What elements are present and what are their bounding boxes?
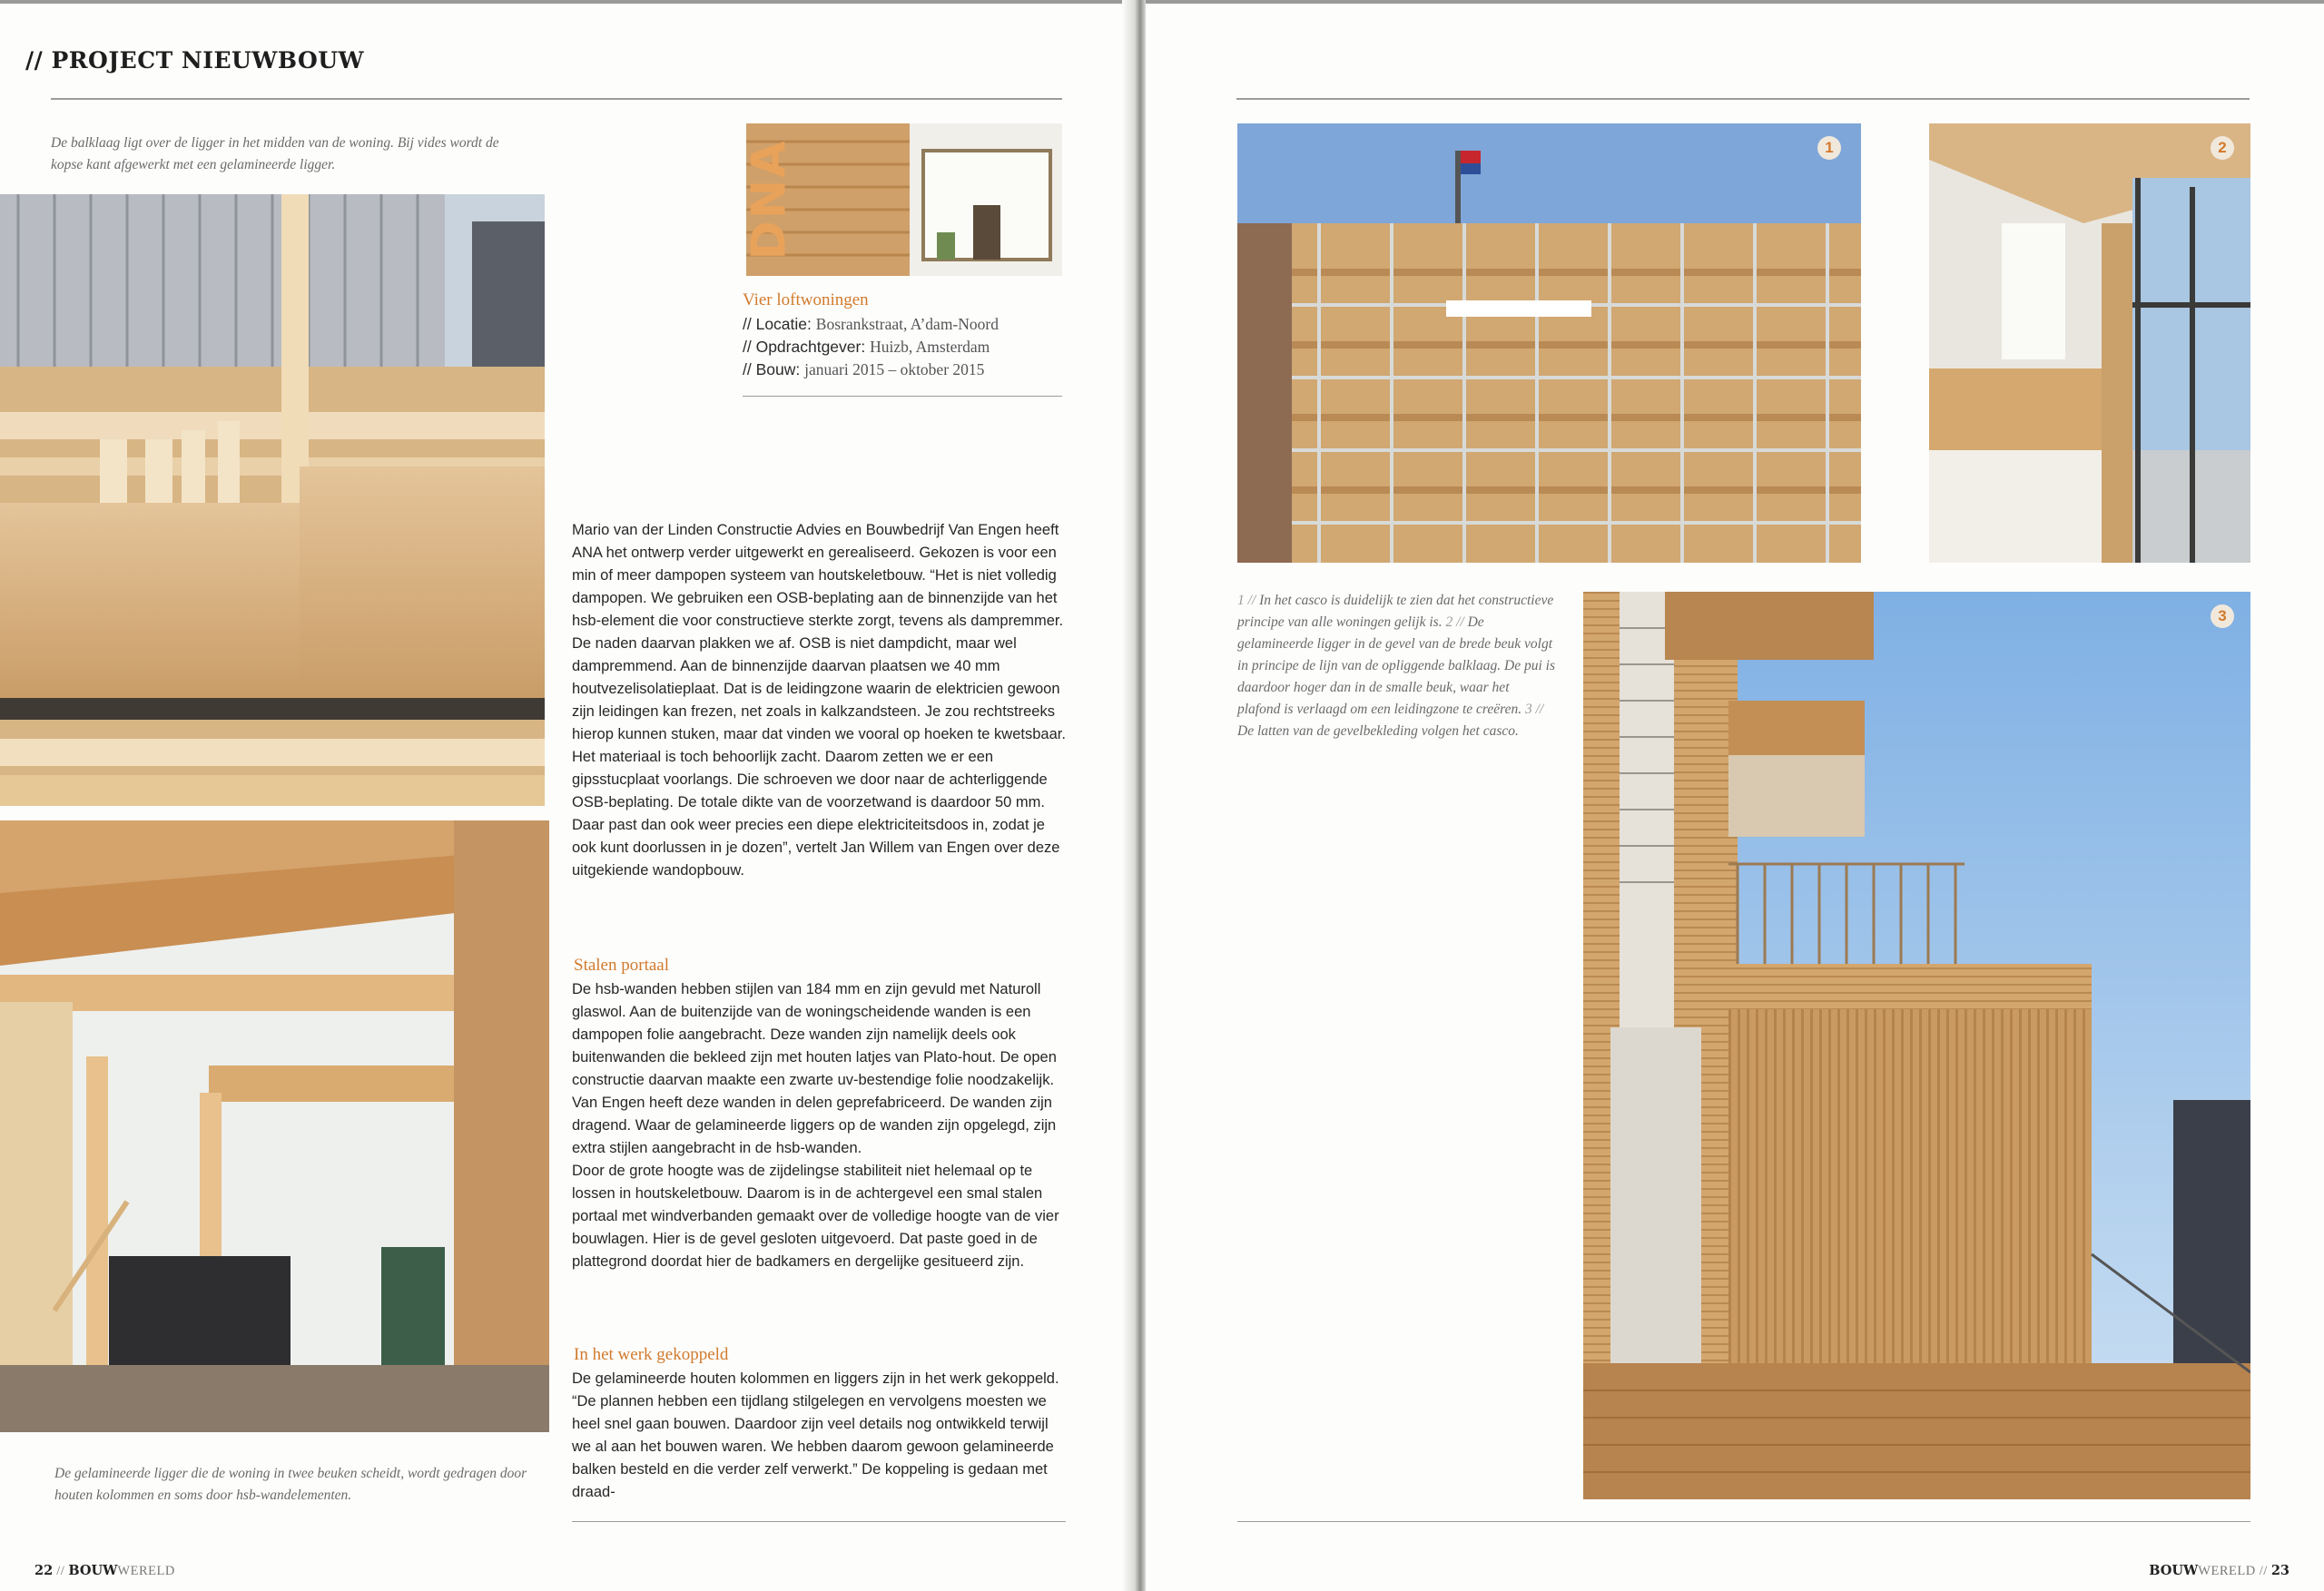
top-edge-line [0,0,1135,4]
header-rule-right [1236,98,2250,100]
photo-2-interior-window [1929,123,2250,563]
subhead-stalen-portaal: Stalen portaal [574,956,669,975]
header-rule [51,98,1062,100]
top-edge-line-right [1146,0,2324,4]
photo-interior-glulam [0,820,549,1432]
photo-badge-2: 2 [2211,136,2234,160]
article-section-1: De hsb-wanden hebben stijlen van 184 mm en zijn gevuld met Naturoll glaswol. Aan de buitenzijde van de woningscheidende wanden is een dampopen folie aangebracht. Deze wanden zijn namelijk deels ook buitenwanden die bekleed zijn met houten latjes van Plato-hout. De open constructie daarvan maakte een zwarte uv-bestendige folie noodzakelijk. Van Engen heeft deze wanden in delen geprefabriceerd. De wanden zijn dragend. Waar de gelamineerde liggers op de wanden zijn opgelegd, zijn extra stijlen aangebracht in de hsb-wanden. Door de grote hoogte was de zijdelingse stabiliteit niet helemaal op te lossen in houtskeletbouw. Daarom is in de achtergevel een smal stalen portaal met windverbanden gemaakt over de volledige hoogte van de vier bouwlagen. Hier is de gevel gesloten uitgevoerd. Dat paste goed in de plattegrond doordat hier de badkamers en dergelijke gesitueerd zijn. [572,981,1059,1270]
subhead-in-het-werk-gekoppeld: In het werk gekoppeld [574,1345,729,1364]
project-name: Vier loftwoningen [743,290,869,309]
caption-top-left: De balklaag ligt over de ligger in het midden van de woning. Bij vides wordt de kopse kant afgewerkt met een gelamineerde ligger. [51,135,499,172]
article-section-2: De gelamineerde houten kolommen en liggers zijn in het werk gekoppeld. “De plannen hebben een tijdlang stilgelegen en vervolgens moesten we heel snel gaan bouwen. Daardoor zijn veel details nog ontwikkeld terwijl we al aan het bouwen waren. We hebben daarom gewoon gelamineerde balken besteld en die verder zelf verwerkt.” De koppeling is gedaan met draad- [572,1370,1059,1500]
folio-right: BOUWWERELD // 23 [2149,1563,2290,1578]
caption-bottom-left: De gelamineerde ligger die de woning in twee beuken scheidt, wordt gedragen door houten kolommen en soms door hsb-wandelementen. [54,1466,527,1503]
dna-rule [743,396,1062,397]
photo-1-scaffolding [1237,123,1861,563]
footer-rule-left [572,1521,1066,1522]
article-intro: Mario van der Linden Constructie Advies en Bouwbedrijf Van Engen heeft ANA het ontwerp verder uitgewerkt en gerealiseerd. Gekozen is voor een min of meer dampopen systeem van houtskeletbouw. “Het is niet volledig dampopen. We gebruiken een OSB-beplating aan de binnenzijde van het hsb-element die voor constructieve sterkte zorgt, tevens als dampremmer. De naden daarvan plakken we af. OSB is niet dampdicht, maar wel dampremmend. Aan de binnenzijde daarvan plaatsen we 40 mm houtvezelisolatieplaat. Dat is de leidingzone waarin de elektricien gewoon zijn leidingen kan frezen, net zoals in kalkzandsteen. Je zou rechtstreeks hierop kunnen stuken, maar dat vinden we vooral op hoeken te kwetsbaar. Het materiaal is toch behoorlijk zacht. Daarom zetten we er een gipsstucplaat voorlangs. Die schroeven we door naar de achterliggende OSB-beplating. De totale dikte van de voorzetwand is daardoor 50 mm. Daar past dan ook weer precies een diepe elektriciteitsdoos in, zodat je ook kunt doorlussen in je dozen”, vertelt Jan Willem van Engen over deze uitgekiende wandopbouw. [572,522,1066,879]
left-page [0,0,1135,1591]
footer-rule-right [1237,1521,2250,1522]
photo-floor-joists [0,194,545,806]
fact-location: // Locatie: Bosrankstraat, A’dam-Noord [743,315,999,333]
fact-construction-period: // Bouw: januari 2015 – oktober 2015 [743,360,985,378]
dna-label: DNA [742,139,796,260]
caption-right: 1 // In het casco is duidelijk te zien dat het constructieve principe van alle woningen gelijk is. 2 // De gelamineerde ligger in de gevel van de brede beuk volgt in principe de lijn van de opliggende balklaag. De pui is daardoor hoger dan in de smalle beuk, waar het plafond is verlaagd om een leidingzone te creëren. 3 // De latten van de gevelbekleding volgen het casco. [1237,593,1555,739]
photo-badge-1: 1 [1817,136,1841,160]
project-facts [743,313,999,381]
photo-badge-3: 3 [2211,604,2234,628]
fact-client: // Opdrachtgever: Huizb, Amsterdam [743,338,990,356]
photo-3-facade-balcony [1583,592,2250,1499]
right-page [1146,0,2324,1591]
section-title: // PROJECT NIEUWBOUW [25,47,365,74]
folio-left: 22 // BOUWWERELD [34,1563,175,1578]
